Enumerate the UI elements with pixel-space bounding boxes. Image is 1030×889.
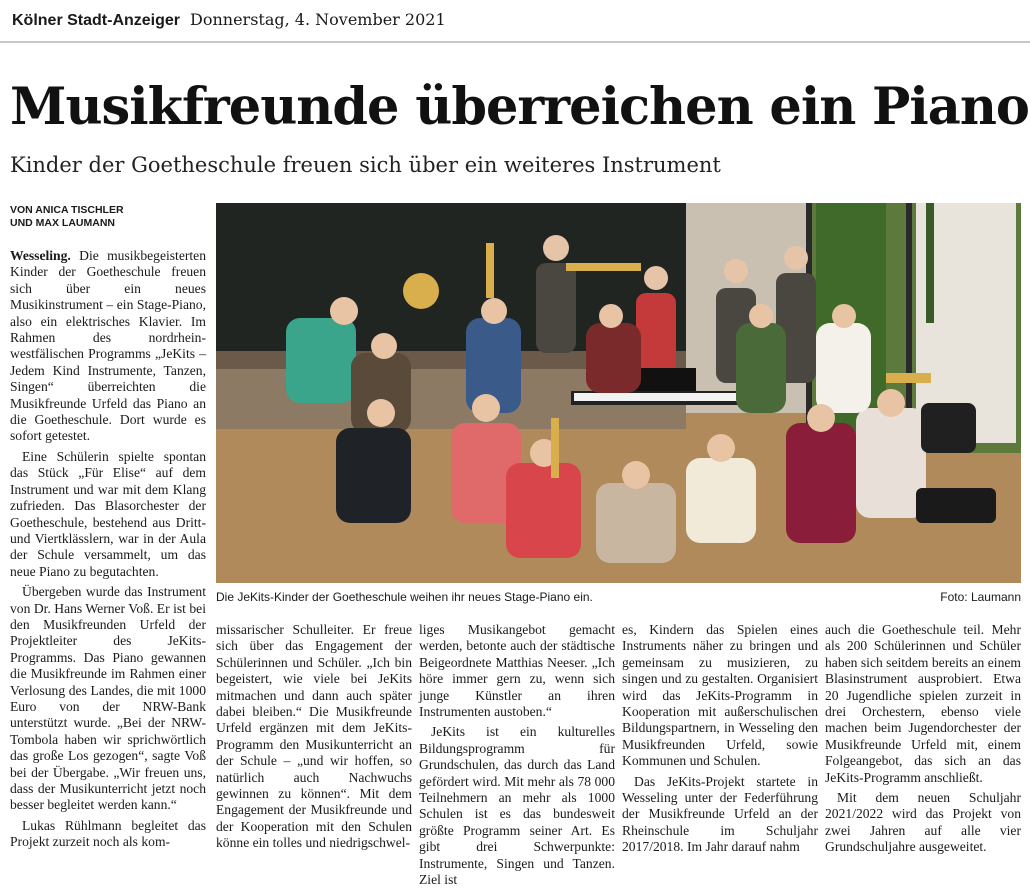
photo-illustration bbox=[216, 203, 1021, 583]
byline-line: VON ANICA TISCHLER bbox=[10, 204, 124, 216]
article-column-2 bbox=[216, 622, 412, 852]
byline bbox=[10, 204, 210, 230]
newspaper-name: Kölner Stadt-Anzeiger bbox=[12, 12, 181, 29]
paragraph: es, Kindern das Spielen eines Instruments näher zu bringen und gemeinsam zu musizieren, zu singen und zu gestalten. Organisiert wird das JeKits-Programm in Kooperation mit außerschulischen Bildungspartnern, in Wesseling den Musikfreunden Urfeld, sowie Kommunen und Schulen. bbox=[622, 622, 818, 769]
paragraph: missarischer Schulleiter. Er freue sich über das Engagement der Schülerinnen und Schüler. „Ich bin begeistert, wie viele bei JeKits mitmachen und dann auch später dabei bleiben.“ Die Musikfreunde Urfeld ergänzen mit dem JeKits-Programm den Musikunterricht an der Schule – „und wir hoffen, so natürlich auch Nachwuchs gewinnen zu können“. Mit dem Engagement der Musikfreunde und der Kooperation mit den Schulen könne ein tolles und niedrigschwel- bbox=[216, 622, 412, 851]
paragraph: Mit dem neuen Schuljahr 2021/2022 wird das Projekt von zwei Jahren auf alle vier Grundschuljahre ausgeweitet. bbox=[825, 790, 1021, 855]
caption-text: Die JeKits-Kinder der Goetheschule weihen ihr neues Stage-Piano ein. bbox=[216, 590, 593, 604]
paragraph: auch die Goetheschule teil. Mehr als 200 Schülerinnen und Schüler haben sich seitdem bereits an einem Blasinstrument ausprobiert. Etwa 20 Jugendliche spielen zurzeit in drei Orchestern, ebenso viele machen beim Jugendorchester der Musikfreunde Urfeld mit, einem Folgeangebot, das sich an das JeKits-Programm anschließt. bbox=[825, 622, 1021, 785]
article-headline: Musikfreunde überreichen ein Piano bbox=[10, 77, 1029, 137]
paragraph: Übergeben wurde das Instrument von Dr. Hans Werner Voß. Er ist bei den Musikfreunden Urfeld der Projektleiter des JeKits-Programms. Das Piano gewannen die Musikfreunde im Rahmen einer Verlosung des Landes, die mit 1000 Euro von der NRW-Bank unterstützt wurde. „Bei der NRW-Tombola haben wir sprichwörtlich das große Los gezogen“, sagte Voß bei der Übergabe. „Wir freuen uns, dass der Musikunterricht jetzt noch besser begleitet werden kann.“ bbox=[10, 584, 206, 813]
paragraph: liges Musikangebot gemacht werden, betonte auch der städtische Beigeordnete Matthias Neeser. „Ich höre immer gern zu, wenn sich junge Künstler an ihren Instrumenten austoben.“ bbox=[419, 622, 615, 720]
article-column-1 bbox=[10, 248, 206, 851]
photo-caption bbox=[216, 590, 1021, 604]
byline-line: UND MAX LAUMANN bbox=[10, 217, 115, 229]
article-photo bbox=[216, 203, 1021, 583]
article-subheadline: Kinder der Goetheschule freuen sich über ein weiteres Instrument bbox=[10, 153, 721, 177]
masthead-divider bbox=[0, 41, 1030, 43]
paragraph bbox=[10, 248, 206, 445]
article-column-5 bbox=[825, 622, 1021, 856]
photo-credit: Foto: Laumann bbox=[940, 590, 1021, 604]
paragraph-text: Die musikbegeisterten Kinder der Goetheschule freuen sich über ein neues Musikinstrument – ein Stage-Piano, also ein elektrisches Klavier. Im Rahmen des nordrhein-westfälischen Programms „JeKits – Jedem Kind Instrumente, Tanzen, Singen“ überreichten die Musikfreunde Urfeld das Piano an die Goetheschule. Dort wurde es sofort getestet. bbox=[10, 248, 206, 444]
paragraph: Das JeKits-Projekt startete in Wesseling unter der Federführung der Musikfreunde Urfeld an der Rheinschule im Schuljahr 2017/2018. Im Jahr darauf nahm bbox=[622, 773, 818, 855]
publication-date: Donnerstag, 4. November 2021 bbox=[190, 10, 446, 29]
paragraph: Eine Schülerin spielte spontan das Stück „Für Elise“ auf dem Instrument und war mit dem Klang zufrieden. Das Blasorchester der Goetheschule, bestehend aus Dritt- und Viertklässlern, war in der Aula der Schule versammelt, um das neue Piano zu begutachten. bbox=[10, 448, 206, 579]
masthead bbox=[12, 10, 446, 34]
article-column-4 bbox=[622, 622, 818, 856]
dateline-place: Wesseling. bbox=[10, 248, 71, 263]
paragraph: JeKits ist ein kulturelles Bildungsprogramm für Grundschulen, das durch das Land gefördert wird. Mit mehr als 78 000 Teilnehmern an mehr als 1000 Schulen ist es das bundesweit größte Programm seiner Art. Es gibt drei Schwerpunkte: Instrumente, Singen und Tanzen. Ziel ist bbox=[419, 724, 615, 888]
paragraph: Lukas Rühlmann begleitet das Projekt zurzeit noch als kom- bbox=[10, 817, 206, 850]
article-column-3 bbox=[419, 622, 615, 889]
